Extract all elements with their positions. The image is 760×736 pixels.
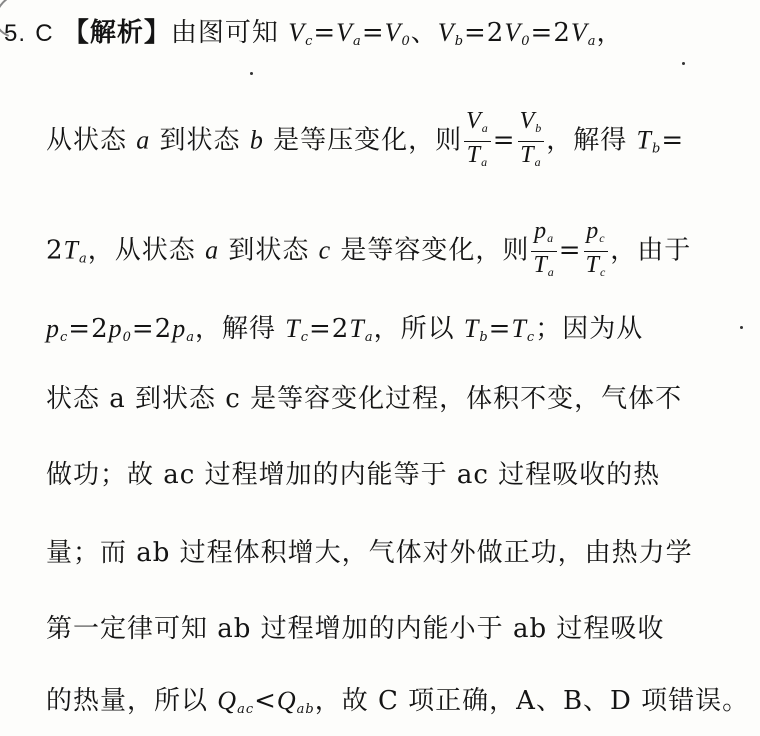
fraction-va-ta: $\frac{V_a}{T_a}$ (466, 108, 489, 169)
line-6: 做功；故 ac 过程增加的内能等于 ac 过程吸收的热 (46, 460, 661, 490)
stray-mark (682, 62, 685, 65)
line-5: 状态 a 到状态 c 是等容变化过程，体积不变，气体不 (46, 384, 683, 414)
line-1: 5. C 【解析】由图可知 $V_c=V_a=V_0$、$V_b=2V_0=2V_a$， (4, 18, 624, 49)
line-9: 的热量，所以 $Q_{ac}<Q_{ab}$，故 C 项正确，A、B、D 项错误。 (46, 686, 750, 717)
fraction-pa-ta: $\frac{p_a}{T_a}$ (533, 218, 555, 279)
stray-mark (250, 72, 253, 75)
fraction-pc-tc: $\frac{p_c}{T_c}$ (585, 218, 607, 279)
line-4: $p_c=2p_0=2p_a$，解得 $T_c=2T_a$，所以 $T_b=T_c$；因为从 (46, 314, 644, 345)
line-3: $2T_a$，从状态 a 到状态 c 是等容变化，则 $\frac{p_a}{T_a}$ = $\frac{p_c}{T_c}$ ，由于 (46, 218, 691, 285)
line-2: 从状态 a 到状态 b 是等压变化，则 $\frac{V_a}{T_a}$ = $\frac{V_b}{T_a}$ ，解得 $T_b=$ (46, 108, 684, 175)
line-7: 量；而 ab 过程体积增大，气体对外做正功，由热力学 (46, 538, 693, 568)
line-8: 第一定律可知 ab 过程增加的内能小于 ab 过程吸收 (46, 614, 665, 644)
analysis-tag: 【解析】 (62, 18, 171, 48)
stray-mark (740, 326, 743, 329)
fraction-vb-tb: $\frac{V_b}{T_a}$ (519, 108, 543, 169)
question-number: 5. (4, 20, 27, 47)
answer-choice: C (35, 20, 54, 47)
